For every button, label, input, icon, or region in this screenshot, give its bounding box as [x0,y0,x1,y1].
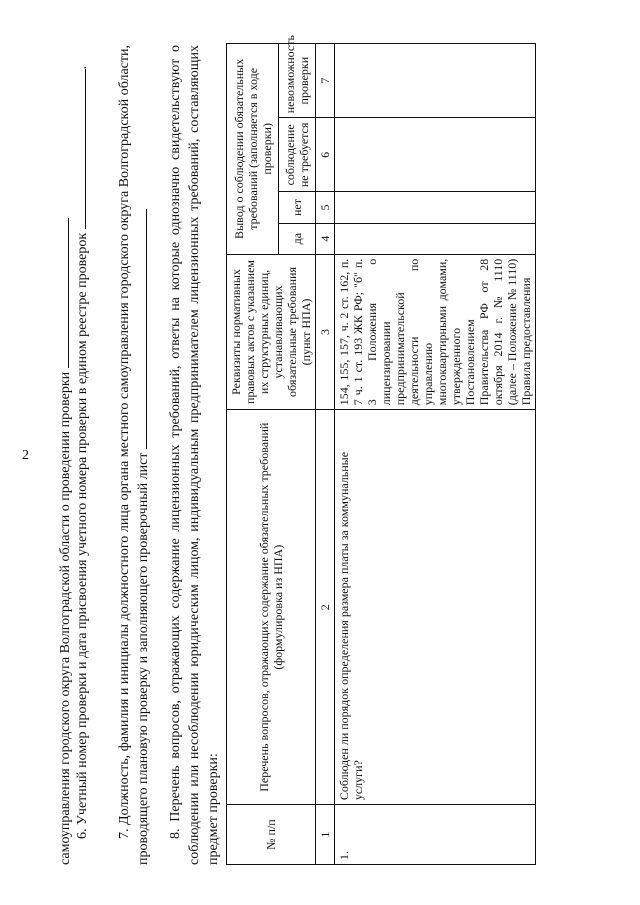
row-npa: 154, 155, 157, ч. 2 ст. 162, п. 7 ч. 1 ст. 193 ЖК РФ; "б" п. 3 Положения о лицензировании предпринимательской деятельности по управлению многоквартирными домами, утвержденного Постановлением Правительства РФ от 28 октября 2014 г. № 1110 (далее – Положение № 1110) Правила предоставления [335,254,536,410]
header-not-required: соблюдение не требуется [279,118,316,192]
item-7-paragraph [115,45,153,865]
blank-line [146,209,147,449]
item-6-text: Учетный номер проверки и дата присвоения учетного номера проверки в едином реестре проверок [75,232,90,825]
col-number: 7 [316,44,335,118]
column-number-row [316,44,335,865]
item-8-paragraph [166,45,223,865]
header-yes: да [279,223,316,254]
checklist-table [226,35,536,865]
header-requisites: Реквизиты нормативных правовых актов с указанием их структурных единиц, устанавливающих обязательные требования (пункт НПА) [227,254,316,410]
row-question: Соблюден ли порядок определения размера платы за коммунальные услуги? [335,410,536,805]
header-num: № п/п [227,805,316,865]
answer-yes-cell[interactable] [335,223,536,254]
header-questions: Перечень вопросов, отражающих содержание обязательных требований (формулировка из НПА) [227,410,316,805]
col-number: 4 [316,223,335,254]
blank-line [68,218,69,368]
header-conclusion: Вывод о соблюдении обязательных требований (заполняется в ходе проверки) [227,44,279,255]
col-number: 5 [316,192,335,223]
answer-not-required-cell[interactable] [335,118,536,192]
header-impossible: невозможность проверки [279,44,316,118]
row-number: 1. [335,805,536,865]
item-8-text: Перечень вопросов, отражающих содержание лицензионных требований, ответы на которые однозначно свидетельствуют о соблюдении или несоблюдении юридическим лицом, индивидуальным предпринимателем лицензионных требований, составляющих предмет проверки: [168,45,221,865]
item-6-number: 6. [75,828,90,839]
col-number: 6 [316,118,335,192]
col-number: 1 [316,805,335,865]
item-7-number: 7. [117,828,132,839]
answer-impossible-cell[interactable] [335,44,536,118]
item-7-text: Должность, фамилия и инициалы должностного лица органа местного самоуправления городского округа Волгоградской области, проводящего плановую проверку и заполняющего проверочный лист [117,45,151,865]
blank-line [85,69,86,229]
continuation-paragraph: самоуправления городского округа Волгоградской области о проведении проверки [56,45,75,865]
header-no: нет [279,192,316,223]
col-number: 3 [316,254,335,410]
item-6-paragraph: 6. Учетный номер проверки и дата присвоения учетного номера проверки в едином реестре проверок . [75,65,90,839]
page-number: 2 [22,448,29,463]
table-row [335,44,536,865]
item-8-number: 8. [168,828,183,839]
answer-no-cell[interactable] [335,192,536,223]
col-number: 2 [316,410,335,805]
